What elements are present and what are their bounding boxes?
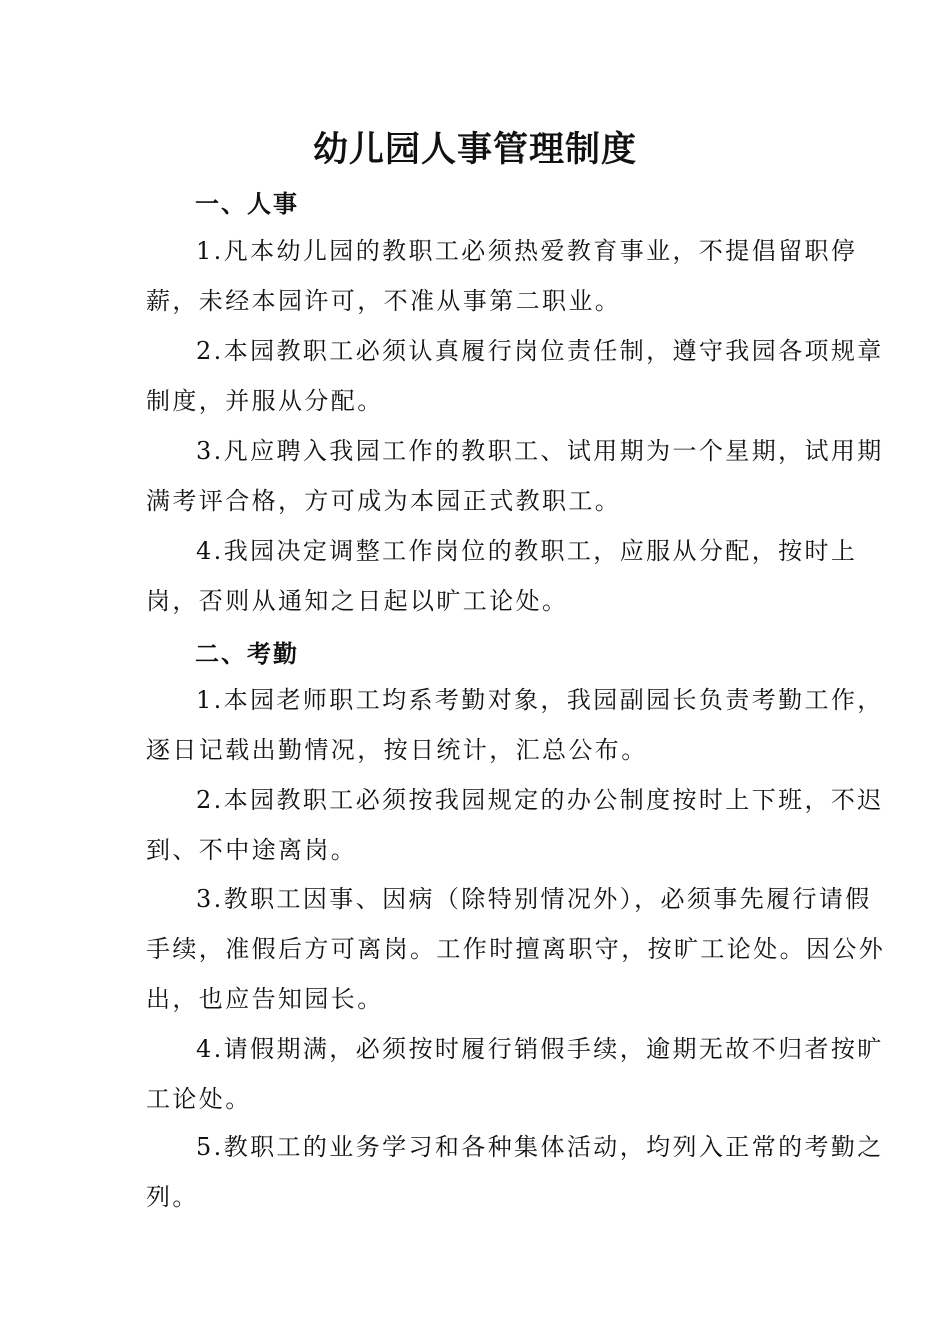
personnel-item-2: 2.本园教职工必须认真履行岗位责任制，遵守我园各项规章制度，并服从分配。	[146, 337, 884, 415]
section-heading-attendance: 二、考勤	[195, 640, 299, 668]
personnel-item-3: 3.凡应聘入我园工作的教职工、试用期为一个星期，试用期满考评合格，方可成为本园正式教职工。	[146, 437, 884, 515]
document-title: 幼儿园人事管理制度	[312, 129, 637, 170]
section-heading-personnel: 一、人事	[195, 190, 299, 218]
attendance-item-3: 3.教职工因事、因病（除特别情况外），必须事先履行请假手续，准假后方可离岗。工作时擅离职守，按旷工论处。因公外出，也应告知园长。	[146, 885, 886, 1013]
attendance-item-1: 1.本园老师职工均系考勤对象，我园副园长负责考勤工作，逐日记载出勤情况，按日统计，汇总公布。	[146, 686, 884, 764]
attendance-item-2: 2.本园教职工必须按我园规定的办公制度按时上下班，不迟到、不中途离岗。	[146, 786, 884, 864]
attendance-item-5: 5.教职工的业务学习和各种集体活动，均列入正常的考勤之列。	[146, 1133, 884, 1211]
attendance-item-4: 4.请假期满，必须按时履行销假手续，逾期无故不归者按旷工论处。	[146, 1035, 884, 1113]
personnel-item-1: 1.凡本幼儿园的教职工必须热爱教育事业，不提倡留职停薪，未经本园许可，不准从事第二职业。	[146, 237, 858, 315]
personnel-item-4: 4.我园决定调整工作岗位的教职工，应服从分配，按时上岗，否则从通知之日起以旷工论处。	[146, 537, 858, 615]
